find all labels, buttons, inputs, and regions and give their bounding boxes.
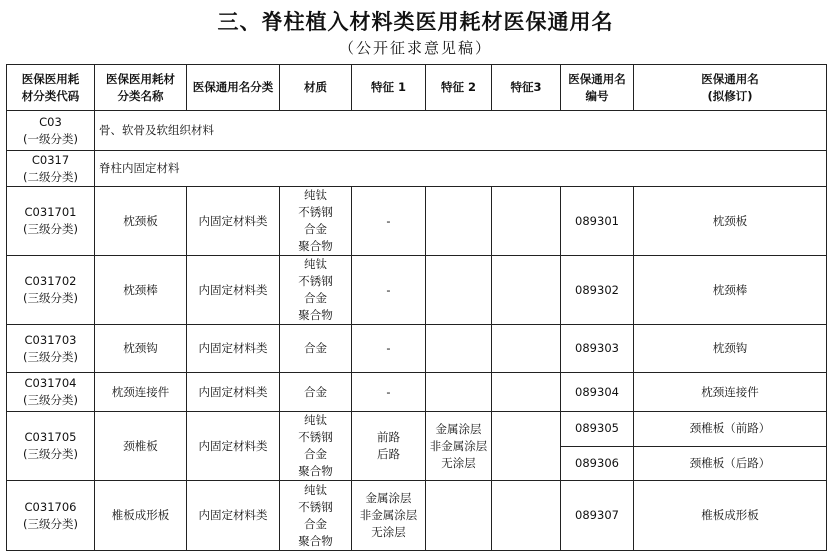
- general-class: 内固定材料类: [187, 325, 280, 373]
- material: 合金: [280, 325, 352, 373]
- category-code: C031703 (三级分类): [7, 325, 95, 373]
- general-name: 椎板成形板: [634, 481, 827, 551]
- feature-2: [426, 256, 492, 325]
- feature-3: [492, 256, 561, 325]
- general-number: 089304: [561, 373, 634, 412]
- feature-2: [426, 325, 492, 373]
- table-row: [7, 187, 827, 256]
- table-row: [7, 373, 827, 412]
- material: 纯钛 不锈钢 合金 聚合物: [280, 256, 352, 325]
- category-name: 枕颈棒: [95, 256, 187, 325]
- classification-table: [6, 64, 827, 551]
- feature-3: [492, 412, 561, 481]
- category-name: 脊柱内固定材料: [95, 151, 827, 187]
- header-feature-3: 特征3: [492, 65, 561, 111]
- header-category-code: 医保医用耗 材分类代码: [7, 65, 95, 111]
- header-row: [7, 65, 827, 111]
- feature-2: [426, 187, 492, 256]
- material: 纯钛 不锈钢 合金 聚合物: [280, 481, 352, 551]
- feature-3: [492, 187, 561, 256]
- material: 纯钛 不锈钢 合金 聚合物: [280, 187, 352, 256]
- general-number: 089302: [561, 256, 634, 325]
- table-row: [7, 481, 827, 551]
- category-name: 骨、软骨及软组织材料: [95, 111, 827, 151]
- general-name: 颈椎板（后路）: [634, 446, 827, 481]
- feature-1: -: [352, 256, 426, 325]
- general-class: 内固定材料类: [187, 187, 280, 256]
- header-general-class: 医保通用名分类: [187, 65, 280, 111]
- feature-3: [492, 325, 561, 373]
- category-code: C031704 (三级分类): [7, 373, 95, 412]
- category-name: 枕颈钩: [95, 325, 187, 373]
- header-category-name: 医保医用耗材 分类名称: [95, 65, 187, 111]
- table-row: [7, 111, 827, 151]
- document-subtitle: （公开征求意见稿）: [338, 39, 492, 57]
- feature-1: 前路 后路: [352, 412, 426, 481]
- general-name: 枕颈钩: [634, 325, 827, 373]
- feature-1: -: [352, 187, 426, 256]
- general-number: 089305: [561, 412, 634, 447]
- general-class: 内固定材料类: [187, 256, 280, 325]
- general-class: 内固定材料类: [187, 373, 280, 412]
- header-feature-2: 特征 2: [426, 65, 492, 111]
- feature-2: [426, 481, 492, 551]
- table-row: [7, 325, 827, 373]
- table-row: [7, 412, 827, 447]
- general-class: 内固定材料类: [187, 481, 280, 551]
- category-code: C031702 (三级分类): [7, 256, 95, 325]
- feature-3: [492, 481, 561, 551]
- general-number: 089306: [561, 446, 634, 481]
- general-name: 颈椎板（前路）: [634, 412, 827, 447]
- header-feature-1: 特征 1: [352, 65, 426, 111]
- general-number: 089301: [561, 187, 634, 256]
- feature-1: -: [352, 373, 426, 412]
- feature-1: 金属涂层 非金属涂层 无涂层: [352, 481, 426, 551]
- general-number: 089303: [561, 325, 634, 373]
- category-code: C031706 (三级分类): [7, 481, 95, 551]
- category-name: 椎板成形板: [95, 481, 187, 551]
- header-general-name: 医保通用名 (拟修订): [634, 65, 827, 111]
- category-name: 枕颈板: [95, 187, 187, 256]
- table-row: [7, 256, 827, 325]
- category-name: 颈椎板: [95, 412, 187, 481]
- category-name: 枕颈连接件: [95, 373, 187, 412]
- general-name: 枕颈板: [634, 187, 827, 256]
- document-title: 三、脊柱植入材料类医用耗材医保通用名: [217, 9, 614, 34]
- feature-3: [492, 373, 561, 412]
- header-material: 材质: [280, 65, 352, 111]
- feature-2: [426, 373, 492, 412]
- general-name: 枕颈连接件: [634, 373, 827, 412]
- category-code: C0317 (二级分类): [7, 151, 95, 187]
- general-number: 089307: [561, 481, 634, 551]
- category-code: C031705 (三级分类): [7, 412, 95, 481]
- category-code: C031701 (三级分类): [7, 187, 95, 256]
- material: 纯钛 不锈钢 合金 聚合物: [280, 412, 352, 481]
- table-row: [7, 151, 827, 187]
- category-code: C03 (一级分类): [7, 111, 95, 151]
- feature-1: -: [352, 325, 426, 373]
- material: 合金: [280, 373, 352, 412]
- general-class: 内固定材料类: [187, 412, 280, 481]
- header-general-number: 医保通用名 编号: [561, 65, 634, 111]
- general-name: 枕颈棒: [634, 256, 827, 325]
- feature-2: 金属涂层 非金属涂层 无涂层: [426, 412, 492, 481]
